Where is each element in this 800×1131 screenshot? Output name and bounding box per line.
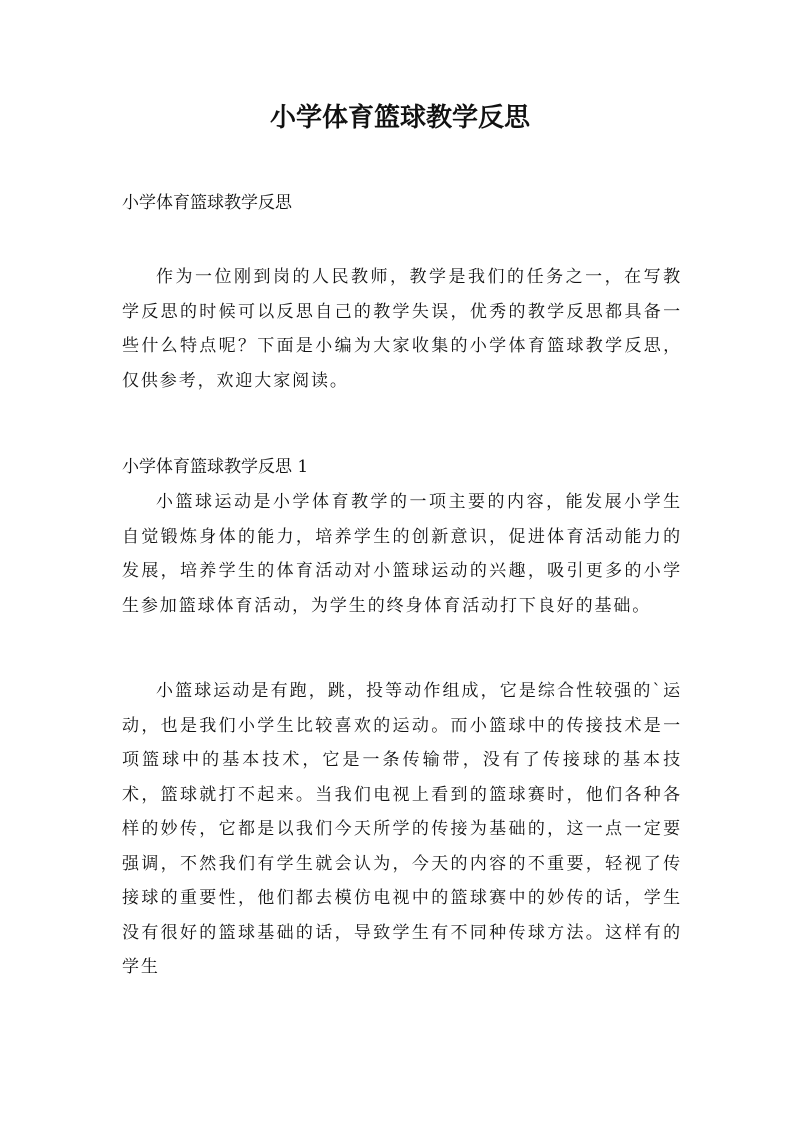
body-paragraph-2: 小篮球运动是有跑，跳，投等动作组成，它是综合性较强的`运动，也是我们小学生比较喜欢的运动。而小篮球中的传接技术是一项篮球中的基本技术，它是一条传输带，没有了传接球的基本技术，篮球就打不起来。当我们电视上看到的篮球赛时，他们各种各样的妙传，它都是以我们今天所学的传接为基础的，这一点一定要强调，不然我们有学生就会认为，今天的内容的不重要，轻视了传接球的重要性，他们都去模仿电视中的篮球赛中的妙传的话，学生没有很好的篮球基础的话，导致学生有不同种传球方法。这样有的学生 (122, 681, 682, 977)
document-title: 小学体育篮球教学反思 (269, 103, 530, 133)
section-heading: 小学体育篮球教学反思 1 (122, 457, 309, 477)
document-subtitle: 小学体育篮球教学反思 (122, 193, 292, 213)
intro-paragraph: 作为一位刚到岗的人民教师，教学是我们的任务之一，在写教学反思的时候可以反思自己的教学失误，优秀的教学反思都具备一些什么特点呢？下面是小编为大家收集的小学体育篮球教学反思，仅供参考，欢迎大家阅读。 (122, 267, 682, 391)
body-paragraph-1: 小篮球运动是小学体育教学的一项主要的内容，能发展小学生自觉锻炼身体的能力，培养学生的创新意识，促进体育活动能力的发展，培养学生的体育活动对小篮球运动的兴趣，吸引更多的小学生参加篮球体育活动，为学生的终身体育活动打下良好的基础。 (122, 492, 682, 616)
